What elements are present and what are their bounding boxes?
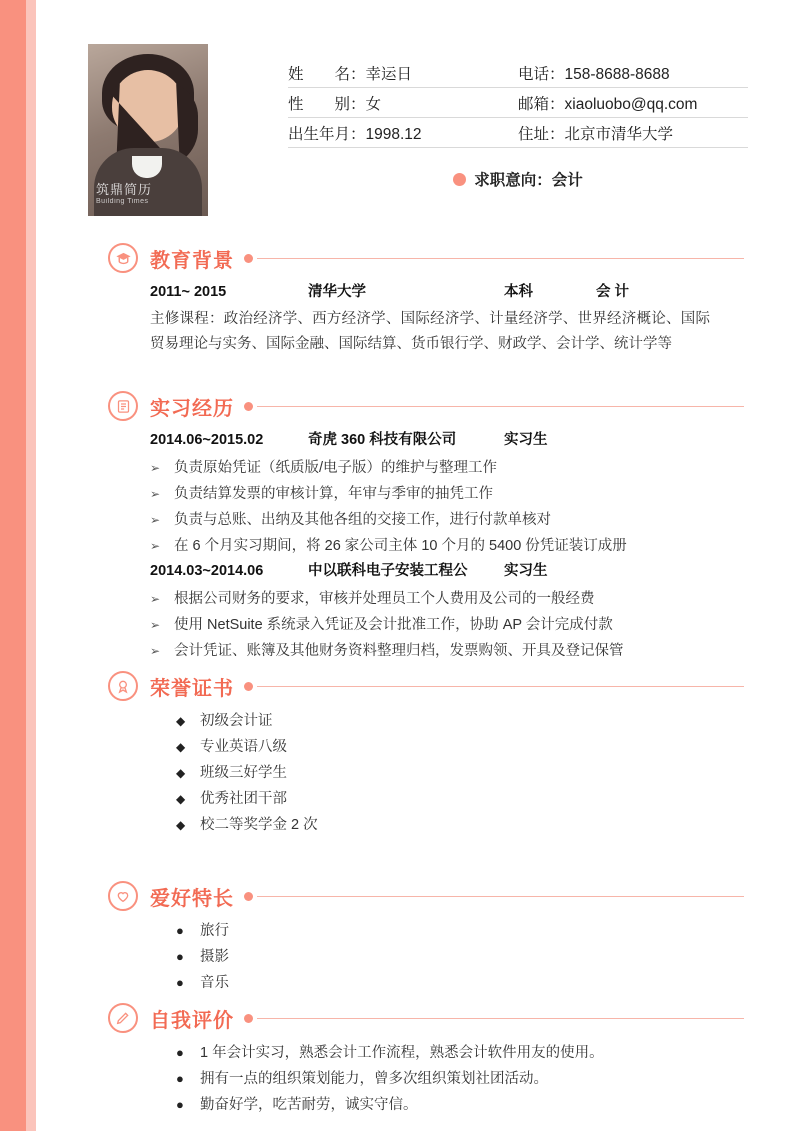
arrow-marker-icon: ➢ bbox=[150, 461, 161, 475]
section-header bbox=[108, 1000, 744, 1036]
disc-marker-icon: ● bbox=[176, 975, 184, 990]
info-label: 电话： bbox=[518, 65, 565, 83]
list-item bbox=[176, 812, 744, 838]
diamond-marker-icon: ◆ bbox=[176, 740, 186, 754]
section-header bbox=[108, 240, 744, 276]
list-item-text: 负责原始凭证（纸质版/电子版）的维护与整理工作 bbox=[174, 460, 498, 476]
section-header bbox=[108, 878, 744, 914]
table-row bbox=[288, 88, 748, 118]
honors-list bbox=[150, 708, 744, 838]
info-label: 姓 名： bbox=[288, 65, 366, 83]
section-title: 教育背景 bbox=[150, 249, 234, 272]
list-item bbox=[150, 533, 744, 559]
info-value: 1998.12 bbox=[365, 125, 422, 143]
section-title: 荣誉证书 bbox=[150, 677, 234, 700]
section-internship bbox=[108, 388, 744, 664]
info-label: 住址： bbox=[518, 125, 565, 143]
section-body bbox=[108, 276, 744, 357]
info-value: 北京市清华大学 bbox=[564, 125, 674, 143]
job-objective-text: 求职意向：会计 bbox=[474, 172, 583, 189]
section-education bbox=[108, 240, 744, 357]
section-body bbox=[108, 1036, 744, 1118]
education-entry-title bbox=[150, 280, 744, 305]
left-accent-bar-light bbox=[26, 0, 36, 1131]
section-bullet-icon bbox=[244, 1014, 253, 1023]
bullet-dot-icon bbox=[453, 173, 466, 186]
job-objective bbox=[288, 168, 748, 190]
info-value: 女 bbox=[365, 95, 382, 113]
table-row bbox=[288, 58, 748, 88]
section-body bbox=[108, 424, 744, 664]
list-item bbox=[176, 1040, 744, 1066]
education-school: 清华大学 bbox=[308, 284, 366, 300]
disc-marker-icon: ● bbox=[176, 1097, 184, 1112]
list-item bbox=[176, 944, 744, 970]
section-title: 实习经历 bbox=[150, 397, 234, 420]
list-item bbox=[150, 481, 744, 507]
internship-entry-title bbox=[150, 428, 744, 453]
arrow-marker-icon: ➢ bbox=[150, 513, 161, 527]
diamond-marker-icon: ◆ bbox=[176, 714, 186, 728]
info-name-cell bbox=[288, 62, 518, 84]
arrow-marker-icon: ➢ bbox=[150, 644, 161, 658]
list-item-text: 负责与总账、出纳及其他各组的交接工作，进行付款单核对 bbox=[174, 512, 551, 528]
section-bullet-icon bbox=[244, 254, 253, 263]
list-item-text: 在 6 个月实习期间，将 26 家公司主体 10 个月的 5400 份凭证装订成册 bbox=[174, 538, 627, 554]
section-bullet-icon bbox=[244, 682, 253, 691]
section-header bbox=[108, 388, 744, 424]
list-item bbox=[176, 1066, 744, 1092]
info-address-cell bbox=[518, 122, 748, 144]
education-courses: 主修课程：政治经济学、西方经济学、国际经济学、计量经济学、世界经济概论、国际贸易理论与实务、国际金融、国际结算、货币银行学、财政学、会计学、统计学等 bbox=[150, 311, 710, 352]
arrow-marker-icon: ➢ bbox=[150, 487, 161, 501]
list-item-text: 拥有一点的组织策划能力，曾多次组织策划社团活动。 bbox=[200, 1071, 548, 1087]
list-item bbox=[176, 970, 744, 996]
list-item bbox=[176, 1092, 744, 1118]
medal-icon bbox=[108, 671, 138, 701]
list-item bbox=[176, 760, 744, 786]
section-divider bbox=[257, 896, 744, 897]
list-item bbox=[150, 455, 744, 481]
list-item-text: 初级会计证 bbox=[200, 713, 273, 729]
disc-marker-icon: ● bbox=[176, 923, 184, 938]
diamond-marker-icon: ◆ bbox=[176, 818, 186, 832]
section-title: 自我评价 bbox=[150, 1009, 234, 1032]
list-item bbox=[176, 734, 744, 760]
heart-icon bbox=[108, 881, 138, 911]
internship-period: 2014.06~2015.02 bbox=[150, 432, 264, 448]
section-body bbox=[108, 914, 744, 996]
section-self-evaluation bbox=[108, 1000, 744, 1118]
section-divider bbox=[257, 406, 744, 407]
info-label: 性 别： bbox=[288, 95, 366, 113]
hobbies-list bbox=[150, 918, 744, 996]
list-item bbox=[176, 918, 744, 944]
list-item-text: 优秀社团干部 bbox=[200, 791, 287, 807]
section-divider bbox=[257, 1018, 744, 1019]
section-divider bbox=[257, 258, 744, 259]
list-item-text: 会计凭证、账簿及其他财务资料整理归档，发票购领、开具及登记保管 bbox=[174, 643, 624, 659]
list-item bbox=[150, 638, 744, 664]
info-value: 158-8688-8688 bbox=[564, 65, 670, 83]
info-birth-cell bbox=[288, 122, 518, 144]
watermark-en: Building Times bbox=[96, 197, 149, 205]
section-honors bbox=[108, 668, 744, 838]
header bbox=[88, 44, 748, 216]
internship-role: 实习生 bbox=[504, 432, 548, 448]
list-item-text: 1 年会计实习，熟悉会计工作流程，熟悉会计软件用友的使用。 bbox=[200, 1045, 604, 1061]
internship-entry-title bbox=[150, 559, 744, 584]
list-item-text: 音乐 bbox=[200, 975, 229, 991]
watermark-cn: 筑鼎简历 bbox=[96, 182, 153, 198]
section-bullet-icon bbox=[244, 402, 253, 411]
internship-role: 实习生 bbox=[504, 563, 548, 579]
graduation-cap-icon bbox=[108, 243, 138, 273]
diamond-marker-icon: ◆ bbox=[176, 766, 186, 780]
self-evaluation-list bbox=[150, 1040, 744, 1118]
arrow-marker-icon: ➢ bbox=[150, 592, 161, 606]
list-item-text: 旅行 bbox=[200, 923, 229, 939]
document-icon bbox=[108, 391, 138, 421]
table-row bbox=[288, 118, 748, 148]
personal-info-table bbox=[288, 58, 748, 148]
list-item-text: 根据公司财务的要求，审核并处理员工个人费用及公司的一般经费 bbox=[174, 591, 595, 607]
list-item bbox=[176, 708, 744, 734]
internship-company: 奇虎 360 科技有限公司 bbox=[308, 432, 457, 448]
internship-company: 中以联科电子安装工程公 bbox=[308, 563, 468, 579]
list-item-text: 校二等奖学金 2 次 bbox=[200, 817, 318, 833]
info-label: 出生年月： bbox=[288, 125, 366, 143]
list-item-text: 摄影 bbox=[200, 949, 229, 965]
education-major: 会 计 bbox=[596, 284, 630, 300]
list-item bbox=[150, 612, 744, 638]
info-value: 幸运日 bbox=[365, 65, 413, 83]
left-accent-bar bbox=[0, 0, 26, 1131]
info-value: xiaoluobo@qq.com bbox=[564, 95, 698, 113]
section-hobbies bbox=[108, 878, 744, 996]
section-header bbox=[108, 668, 744, 704]
list-item-text: 负责结算发票的审核计算，年审与季审的抽凭工作 bbox=[174, 486, 493, 502]
section-bullet-icon bbox=[244, 892, 253, 901]
arrow-marker-icon: ➢ bbox=[150, 618, 161, 632]
info-gender-cell bbox=[288, 92, 518, 114]
disc-marker-icon: ● bbox=[176, 949, 184, 964]
list-item-text: 使用 NetSuite 系统录入凭证及会计批准工作，协助 AP 会计完成付款 bbox=[174, 617, 613, 633]
diamond-marker-icon: ◆ bbox=[176, 792, 186, 806]
list-item-text: 班级三好学生 bbox=[200, 765, 287, 781]
education-period: 2011~ 2015 bbox=[150, 284, 227, 300]
disc-marker-icon: ● bbox=[176, 1071, 184, 1086]
info-phone-cell bbox=[518, 62, 748, 84]
info-label: 邮箱： bbox=[518, 95, 565, 113]
internship-period: 2014.03~2014.06 bbox=[150, 563, 264, 579]
arrow-marker-icon: ➢ bbox=[150, 539, 161, 553]
list-item bbox=[150, 586, 744, 612]
photo-watermark bbox=[96, 183, 152, 206]
list-item bbox=[176, 786, 744, 812]
section-title: 爱好特长 bbox=[150, 887, 234, 910]
section-body bbox=[108, 704, 744, 838]
internship-points bbox=[150, 586, 744, 664]
internship-points bbox=[150, 455, 744, 559]
disc-marker-icon: ● bbox=[176, 1045, 184, 1060]
avatar bbox=[88, 44, 208, 216]
info-email-cell bbox=[518, 92, 748, 114]
education-degree: 本科 bbox=[504, 284, 533, 300]
list-item-text: 勤奋好学，吃苦耐劳，诚实守信。 bbox=[200, 1097, 418, 1113]
pen-icon bbox=[108, 1003, 138, 1033]
list-item bbox=[150, 507, 744, 533]
list-item-text: 专业英语八级 bbox=[200, 739, 287, 755]
section-divider bbox=[257, 686, 744, 687]
